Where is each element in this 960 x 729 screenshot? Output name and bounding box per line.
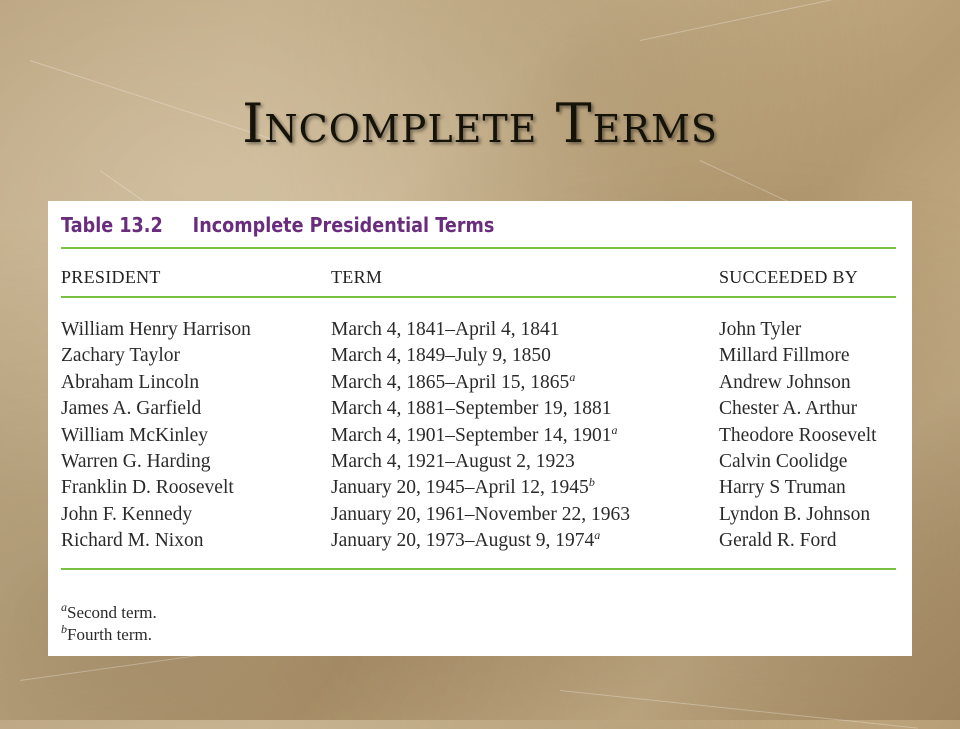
cell-term	[331, 530, 600, 552]
bottom-rule	[61, 568, 896, 570]
cell-term	[331, 398, 612, 420]
cell-term	[331, 477, 595, 499]
footnote-mark: b	[588, 475, 595, 490]
cell-term	[331, 451, 575, 473]
table-row	[48, 451, 912, 477]
table-caption	[61, 213, 494, 237]
header-president: PRESIDENT	[61, 267, 161, 287]
term-text: March 4, 1881–September 19, 1881	[331, 398, 612, 420]
cell-president: James A. Garfield	[61, 398, 202, 420]
term-text: March 4, 1849–July 9, 1850	[331, 345, 551, 367]
cell-president: Warren G. Harding	[61, 450, 211, 472]
footnote-marker: b	[61, 622, 67, 636]
cell-president: Abraham Lincoln	[61, 371, 200, 393]
term-text: January 20, 1961–November 22, 1963	[331, 503, 630, 525]
cell-successor: Andrew Johnson	[719, 371, 851, 393]
cell-term	[331, 369, 576, 394]
term-text: March 4, 1901–September 14, 1901	[331, 424, 612, 446]
table-row	[48, 398, 912, 424]
table-row	[48, 422, 912, 451]
slide-title: Incomplete Terms	[242, 92, 718, 155]
cell-president: Richard M. Nixon	[61, 530, 204, 552]
term-text: January 20, 1945–April 12, 1945	[331, 477, 589, 499]
footnote-mark: a	[569, 369, 576, 384]
cell-president: John F. Kennedy	[61, 503, 193, 525]
footnote-marker: a	[61, 600, 67, 614]
cell-successor: Chester A. Arthur	[719, 398, 858, 420]
top-rule	[61, 247, 896, 249]
table-number: Table 13.2	[61, 213, 163, 237]
footnote-mark: a	[594, 528, 601, 543]
cell-term	[331, 319, 560, 341]
cell-term	[331, 422, 618, 447]
cell-successor: Millard Fillmore	[719, 345, 850, 367]
header-succeeded-by: SUCCEEDED BY	[719, 267, 859, 287]
header-term: TERM	[331, 267, 383, 287]
table-row	[48, 345, 912, 371]
footnote	[61, 622, 157, 647]
term-text: March 4, 1841–April 4, 1841	[331, 319, 560, 340]
table-body	[48, 319, 912, 557]
cell-successor: Harry S Truman	[719, 477, 846, 499]
table-title: Incomplete Presidential Terms	[192, 213, 495, 237]
term-text: March 4, 1865–April 15, 1865	[331, 371, 570, 393]
term-text: January 20, 1973–August 9, 1974	[331, 530, 595, 552]
cell-successor: John Tyler	[719, 319, 802, 340]
footnote-mark: a	[611, 422, 618, 437]
footnote	[61, 600, 157, 625]
header-rule	[61, 296, 896, 298]
cell-successor: Calvin Coolidge	[719, 450, 848, 472]
cell-president: Franklin D. Roosevelt	[61, 477, 234, 499]
cell-president: William Henry Harrison	[61, 319, 251, 340]
cell-president: Zachary Taylor	[61, 345, 181, 367]
table-row	[48, 319, 912, 345]
footnote-text: Fourth term.	[67, 625, 152, 644]
cell-successor: Gerald R. Ford	[719, 530, 837, 552]
cell-term	[331, 345, 551, 367]
footnote-text: Second term.	[67, 603, 157, 622]
cell-successor: Theodore Roosevelt	[719, 424, 877, 446]
table-row	[48, 369, 912, 398]
table-row	[48, 477, 912, 503]
footnotes	[61, 600, 157, 647]
term-text: March 4, 1921–August 2, 1923	[331, 450, 575, 472]
table-row	[48, 530, 912, 556]
cell-successor: Lyndon B. Johnson	[719, 503, 871, 525]
table-row	[48, 504, 912, 530]
cell-president: William McKinley	[61, 424, 209, 446]
cell-term	[331, 504, 630, 526]
table-card	[48, 201, 912, 656]
